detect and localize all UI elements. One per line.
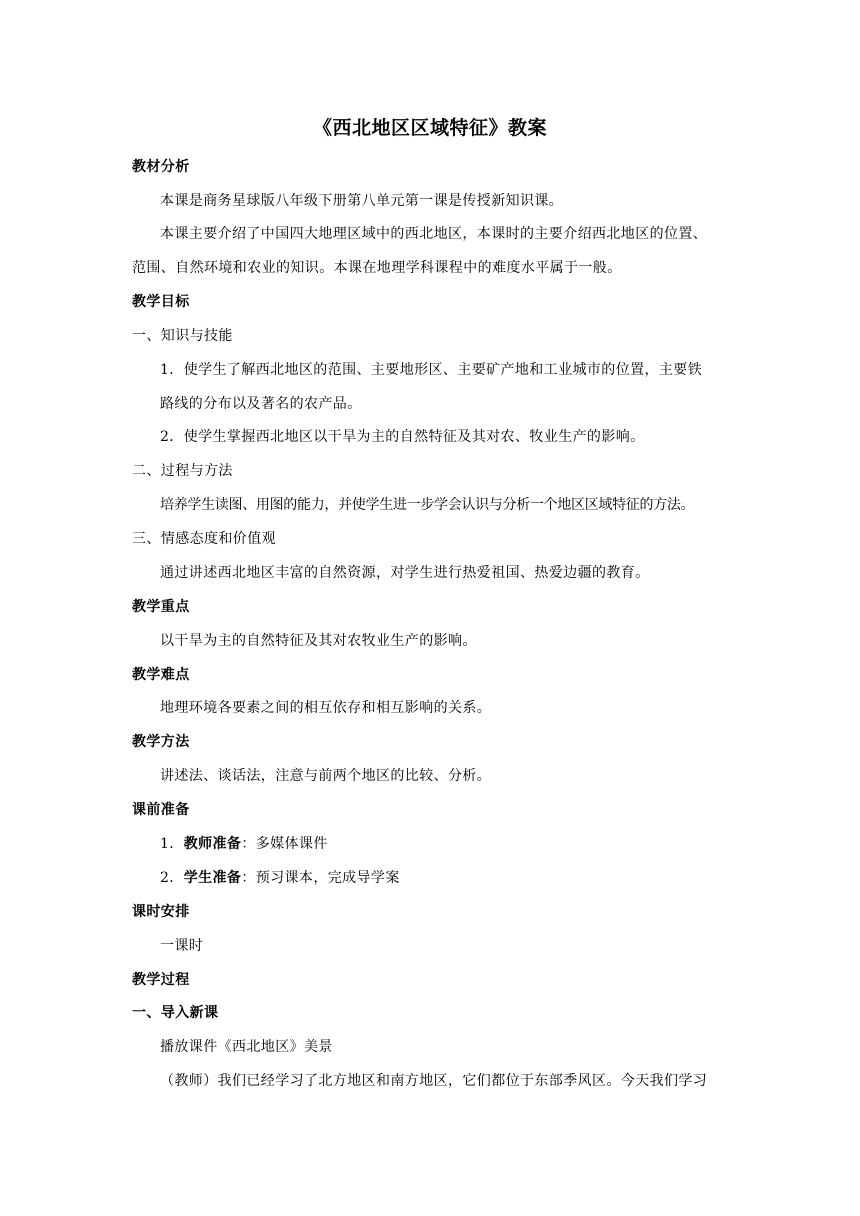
paragraph: 讲述法、谈话法，注意与前两个地区的比较、分析。 (160, 768, 492, 784)
section-heading-objectives: 教学目标 (132, 294, 190, 310)
paragraph: （教师）我们已经学习了北方地区和南方地区，它们都位于东部季风区。今天我们学习 (160, 1073, 708, 1089)
section-heading-methods: 教学方法 (132, 734, 190, 750)
subheading-process: 二、过程与方法 (132, 463, 233, 479)
section-heading-preparation: 课前准备 (132, 802, 190, 818)
item-label: 教师准备 (183, 836, 242, 852)
subheading-intro: 一、导入新课 (132, 1005, 219, 1021)
section-heading-material-analysis: 教材分析 (132, 159, 190, 175)
item-number: 1． (160, 836, 184, 852)
subheading-knowledge: 一、知识与技能 (132, 328, 233, 344)
paragraph: 以干旱为主的自然特征及其对农牧业生产的影响。 (160, 633, 477, 649)
item-number: 2． (160, 870, 184, 886)
list-item: 2．使学生掌握西北地区以干旱为主的自然特征及其对农、牧业生产的影响。 (160, 429, 645, 445)
subheading-attitude: 三、情感态度和价值观 (132, 531, 276, 547)
section-heading-process-flow: 教学过程 (132, 972, 190, 988)
paragraph: 一课时 (160, 938, 204, 954)
list-item-continuation: 路线的分布以及著名的农产品。 (160, 396, 362, 412)
item-text: ：多媒体课件 (241, 836, 328, 852)
section-heading-difficulties: 教学难点 (132, 667, 190, 683)
paragraph: 本课是商务星球版八年级下册第八单元第一课是传授新知识课。 (160, 193, 564, 209)
paragraph: 培养学生读图、用图的能力，并使学生进一步学会认识与分析一个地区区域特征的方法。 (160, 497, 695, 513)
paragraph: 通过讲述西北地区丰富的自然资源，对学生进行热爱祖国、热爱边疆的教育。 (160, 565, 650, 581)
document-title: 《西北地区区域特征》教案 (312, 117, 547, 139)
list-item: 1．使学生了解西北地区的范围、主要地形区、主要矿产地和工业城市的位置，主要铁 (160, 362, 703, 378)
list-item (160, 834, 760, 854)
paragraph: 本课主要介绍了中国四大地理区域中的西北地区，本课时的主要介绍西北地区的位置、 (160, 226, 708, 242)
paragraph-continuation: 范围、自然环境和农业的知识。本课在地理学科课程中的难度水平属于一般。 (132, 260, 622, 276)
paragraph: 播放课件《西北地区》美景 (160, 1039, 333, 1055)
paragraph: 地理环境各要素之间的相互依存和相互影响的关系。 (160, 700, 492, 716)
section-heading-schedule: 课时安排 (132, 904, 190, 920)
list-item (160, 868, 760, 888)
section-heading-key-points: 教学重点 (132, 599, 190, 615)
item-text: ：预习课本，完成导学案 (241, 870, 400, 886)
item-label: 学生准备 (183, 870, 242, 886)
